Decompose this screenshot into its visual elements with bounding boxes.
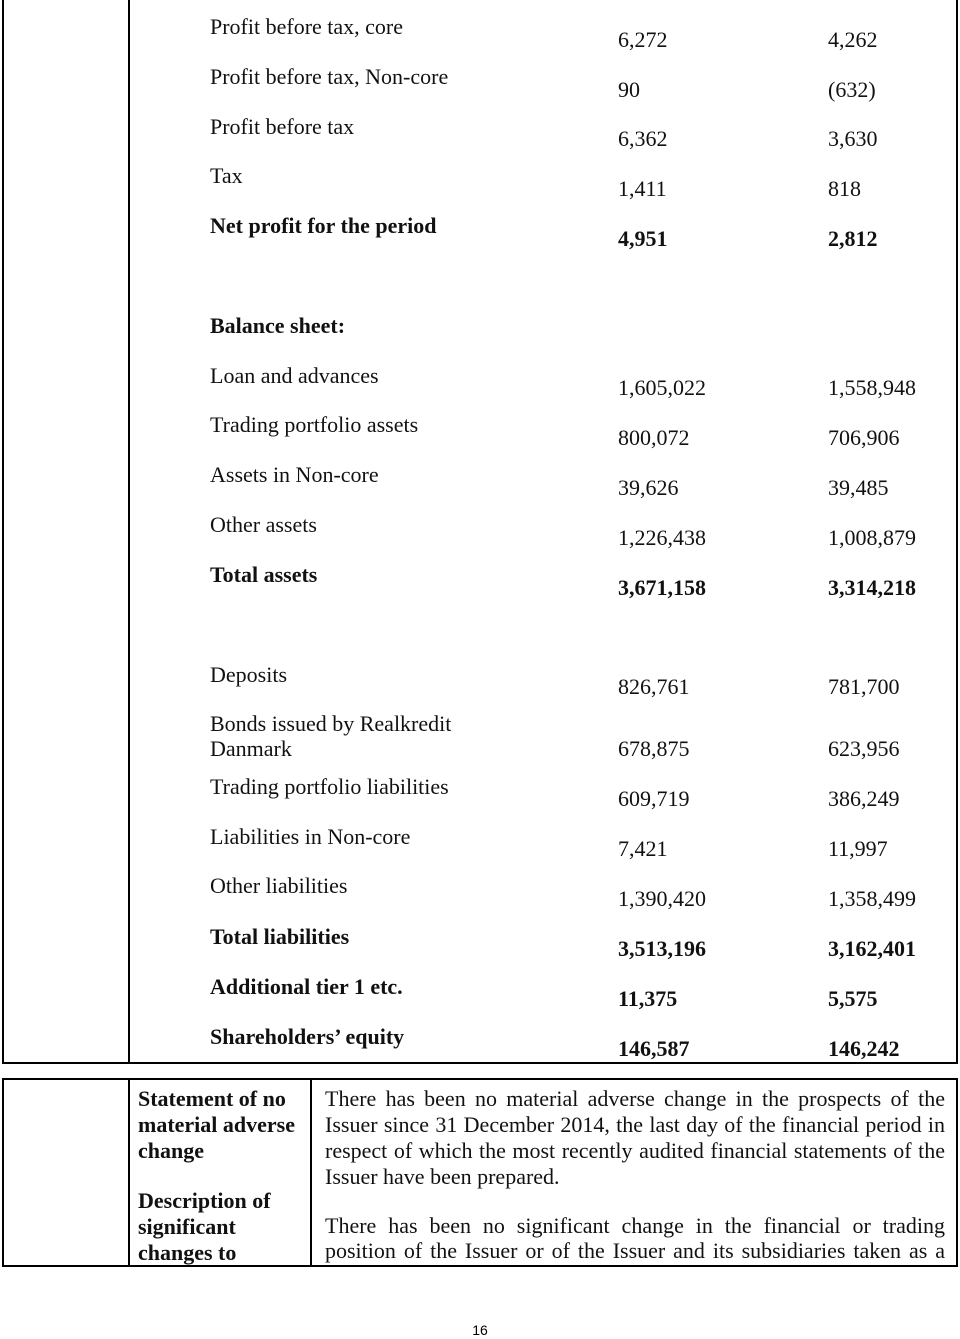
disclosure-table-divider-1 — [128, 1078, 130, 1266]
row-value-prior-total: 3,162,401 — [828, 936, 916, 961]
row-label-total: Net profit for the period — [210, 213, 437, 238]
disclosure-table-border-left — [2, 1078, 4, 1266]
table-border-left — [2, 0, 4, 1063]
row-label: Other liabilities — [210, 873, 348, 898]
heading-line: Statement of no — [138, 1086, 286, 1111]
row-value-current-total: 11,375 — [618, 986, 678, 1011]
row-value-prior: 781,700 — [828, 674, 900, 699]
row-value-prior-total: 146,242 — [828, 1036, 900, 1061]
row-value-current-total: 146,587 — [618, 1036, 690, 1061]
row-value-current-total: 4,951 — [618, 226, 668, 251]
row-value-prior: 706,906 — [828, 425, 900, 450]
row-value-prior: 39,485 — [828, 475, 889, 500]
heading-line: change — [138, 1138, 204, 1163]
row-label: Trading portfolio assets — [210, 412, 419, 437]
row-value-prior: 386,249 — [828, 786, 900, 811]
disclosure-table-divider-2 — [310, 1078, 312, 1266]
row-label: Liabilities in Non-core — [210, 824, 411, 849]
row-value-current: 6,362 — [618, 126, 668, 151]
row-value-prior: 3,630 — [828, 126, 878, 151]
table-border-right — [956, 0, 958, 1063]
heading-line: significant — [138, 1214, 236, 1239]
row-value-current-total: 3,671,158 — [618, 575, 706, 600]
row-value-current: 609,719 — [618, 786, 690, 811]
row-label-total: Shareholders’ equity — [210, 1024, 405, 1049]
row-value-prior: 818 — [828, 176, 861, 201]
row-value-prior-total: 5,575 — [828, 986, 878, 1011]
paragraph-line: There has been no significant change in the financial or trading — [325, 1213, 945, 1238]
row-value-current: 1,411 — [618, 176, 667, 201]
row-value-current: 826,761 — [618, 674, 690, 699]
row-label: Assets in Non-core — [210, 462, 379, 487]
row-value-prior: 1,008,879 — [828, 525, 916, 550]
row-label-line-2: Danmark — [210, 736, 292, 761]
row-value-current: 90 — [618, 77, 640, 102]
row-value-prior-total: 2,812 — [828, 226, 878, 251]
row-value-current-total: 3,513,196 — [618, 936, 706, 961]
row-value-prior: (632) — [828, 77, 876, 102]
paragraph-line: There has been no material adverse change in the prospects of the — [325, 1086, 945, 1111]
row-label: Tax — [210, 163, 243, 188]
row-value-current: 800,072 — [618, 425, 690, 450]
section-heading: Balance sheet: — [210, 313, 346, 338]
paragraph-line: Issuer since 31 December 2014, the last day of the financial period in — [325, 1112, 945, 1137]
row-label: Profit before tax, core — [210, 14, 404, 39]
row-value-current: 1,605,022 — [618, 375, 706, 400]
page-number: 16 — [472, 1322, 488, 1338]
disclosure-table-border-right — [956, 1078, 958, 1266]
row-label-line-1: Bonds issued by Realkredit — [210, 711, 452, 736]
row-label-total: Additional tier 1 etc. — [210, 974, 403, 999]
row-label: Other assets — [210, 512, 317, 537]
disclosure-table-border-top — [2, 1078, 958, 1080]
heading-line: changes to — [138, 1240, 237, 1265]
paragraph-line: position of the Issuer or of the Issuer and its subsidiaries taken as a — [325, 1238, 945, 1263]
row-value-prior: 4,262 — [828, 27, 878, 52]
row-value-prior: 1,358,499 — [828, 886, 916, 911]
row-value-prior: 623,956 — [828, 736, 900, 761]
heading-line: material adverse — [138, 1112, 295, 1137]
row-value-current: 678,875 — [618, 736, 690, 761]
row-value-current: 7,421 — [618, 836, 668, 861]
row-value-current: 6,272 — [618, 27, 668, 52]
paragraph-line: respect of which the most recently audited financial statements of the — [325, 1138, 945, 1163]
row-label: Deposits — [210, 662, 287, 687]
heading-line: Description of — [138, 1188, 271, 1213]
row-label: Loan and advances — [210, 363, 379, 388]
row-value-prior-total: 3,314,218 — [828, 575, 916, 600]
table-border-column-divider — [128, 0, 130, 1063]
row-label: Profit before tax — [210, 114, 355, 139]
row-label-total: Total assets — [210, 562, 318, 587]
row-value-current: 1,226,438 — [618, 525, 706, 550]
row-label: Profit before tax, Non-core — [210, 64, 449, 89]
row-value-current: 1,390,420 — [618, 886, 706, 911]
paragraph-line: Issuer have been prepared. — [325, 1164, 560, 1189]
table-border-bottom — [2, 1062, 958, 1064]
row-value-current: 39,626 — [618, 475, 679, 500]
row-value-prior: 11,997 — [828, 836, 888, 861]
row-label: Trading portfolio liabilities — [210, 774, 449, 799]
row-value-prior: 1,558,948 — [828, 375, 916, 400]
row-label-total: Total liabilities — [210, 924, 350, 949]
